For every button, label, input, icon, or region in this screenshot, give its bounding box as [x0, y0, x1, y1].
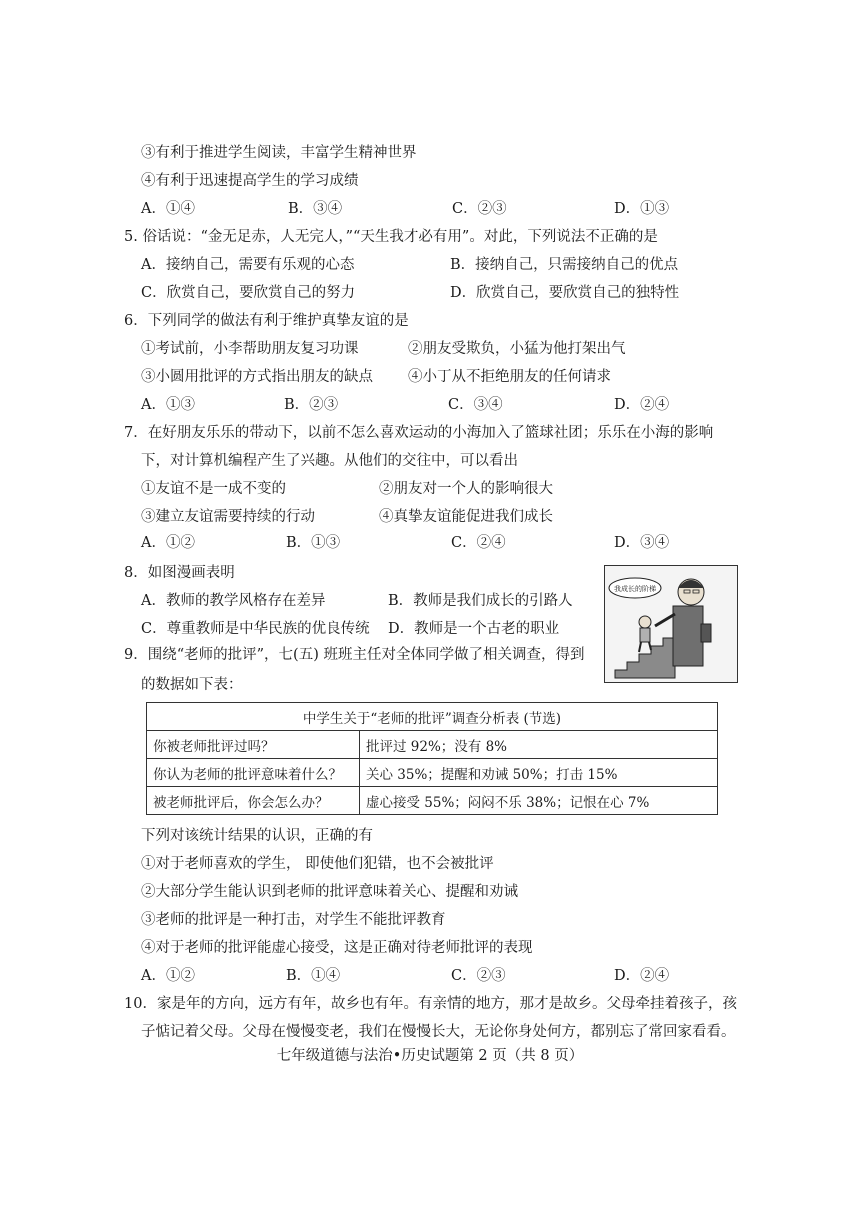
q9-item-2: ②大部分学生能认识到老师的批评意味着关心、提醒和劝诫: [141, 884, 518, 900]
q7-option-c: C．②④: [451, 535, 506, 551]
q8-option-a: A．教师的教学风格存在差异: [141, 593, 326, 609]
q7-stem-line-2: 下，对计算机编程产生了兴趣。从他们的交往中，可以看出: [141, 453, 518, 469]
q9-stem-line-1: 9．围绕“老师的批评”，七(五) 班班主任对全体同学做了相关调查，得到: [124, 647, 585, 663]
q6-option-a: A．①③: [141, 397, 195, 413]
q9-option-a: A．①②: [141, 968, 195, 984]
q7-item-1: ①友谊不是一成不变的: [141, 481, 286, 497]
q6-item-1: ①考试前，小李帮助朋友复习功课: [141, 341, 359, 357]
q9-item-4: ④对于老师的批评能虚心接受，这是正确对待老师批评的表现: [141, 940, 533, 956]
table-cell-answer: 虚心接受 55%；闷闷不乐 38%；记恨在心 7%: [360, 787, 718, 815]
q6-option-b: B．②③: [284, 397, 339, 413]
q9-option-c: C．②③: [451, 968, 506, 984]
q4-option-c: C．②③: [452, 201, 507, 217]
q6-item-3: ③小圆用批评的方式指出朋友的缺点: [141, 369, 373, 385]
q6-option-d: D．②④: [614, 397, 670, 413]
q10-stem-line-1: 10．家是年的方向，远方有年，故乡也有年。有亲情的地方，那才是故乡。父母牵挂着孩子，孩: [124, 996, 737, 1012]
q5-option-d: D．欣赏自己，要欣赏自己的独特性: [450, 285, 680, 301]
q7-item-2: ②朋友对一个人的影响很大: [379, 481, 553, 497]
q7-option-d: D．③④: [614, 535, 670, 551]
table-cell-question: 你认为老师的批评意味着什么？: [147, 759, 360, 787]
q7-option-b: B．①③: [286, 535, 341, 551]
q4-option-a: A．①④: [141, 201, 195, 217]
q6-item-2: ②朋友受欺负，小猛为他打架出气: [408, 341, 626, 357]
q8-option-b: B．教师是我们成长的引路人: [388, 593, 573, 609]
q8-option-d: D．教师是一个古老的职业: [388, 621, 560, 637]
table-cell-question: 你被老师批评过吗？: [147, 731, 360, 759]
table-row: [147, 731, 718, 759]
q9-item-1: ①对于老师喜欢的学生， 即使他们犯错，也不会被批评: [141, 856, 494, 872]
q7-stem-line-1: 7．在好朋友乐乐的带动下，以前不怎么喜欢运动的小海加入了篮球社团；乐乐在小海的影响: [124, 425, 714, 441]
q5-option-a: A．接纳自己，需要有乐观的心态: [141, 257, 355, 273]
q9-option-d: D．②④: [614, 968, 670, 984]
q9-option-b: B．①④: [286, 968, 341, 984]
cartoon-caption: 我成长的阶梯: [614, 585, 656, 593]
q5-option-b: B．接纳自己，只需接纳自己的优点: [450, 257, 679, 273]
q6-stem: 6．下列同学的做法有利于维护真挚友谊的是: [124, 313, 409, 329]
page-footer: 七年级道德与法治•历史试题第 2 页（共 8 页）: [276, 1048, 584, 1064]
table-row: [147, 759, 718, 787]
q7-option-a: A．①②: [141, 535, 195, 551]
q9-item-3: ③老师的批评是一种打击，对学生不能批评教育: [141, 912, 446, 928]
q8-option-c: C．尊重教师是中华民族的优良传统: [141, 621, 370, 637]
survey-table: [146, 702, 718, 815]
q4-item-3: ③有利于推进学生阅读，丰富学生精神世界: [141, 145, 417, 161]
q9-lead: 下列对该统计结果的认识，正确的有: [141, 828, 373, 844]
q5-stem: 5. 俗话说：“金无足赤，人无完人，”“天生我才必有用”。对此，下列说法不正确的是: [124, 229, 658, 245]
teacher-cartoon-image: [604, 565, 738, 683]
q6-option-c: C．③④: [448, 397, 503, 413]
q5-option-c: C．欣赏自己，要欣赏自己的努力: [141, 285, 356, 301]
q10-stem-line-2: 子惦记着父母。父母在慢慢变老，我们在慢慢长大，无论你身处何方，都别忘了常回家看看。: [141, 1024, 736, 1040]
table-row: [147, 787, 718, 815]
q9-stem-line-2: 的数据如下表：: [141, 677, 243, 693]
q4-item-4: ④有利于迅速提高学生的学习成绩: [141, 173, 359, 189]
q4-option-d: D．①③: [614, 201, 670, 217]
q6-item-4: ④小丁从不拒绝朋友的任何请求: [408, 369, 611, 385]
q8-stem: 8．如图漫画表明: [124, 565, 235, 581]
survey-table-title: 中学生关于“老师的批评”调查分析表 (节选): [147, 703, 718, 731]
table-cell-question: 被老师批评后，你会怎么办？: [147, 787, 360, 815]
table-cell-answer: 批评过 92%；没有 8%: [360, 731, 718, 759]
q4-option-b: B．③④: [288, 201, 343, 217]
q7-item-3: ③建立友谊需要持续的行动: [141, 509, 315, 525]
table-cell-answer: 关心 35%；提醒和劝诫 50%；打击 15%: [360, 759, 718, 787]
q7-item-4: ④真挚友谊能促进我们成长: [379, 509, 553, 525]
